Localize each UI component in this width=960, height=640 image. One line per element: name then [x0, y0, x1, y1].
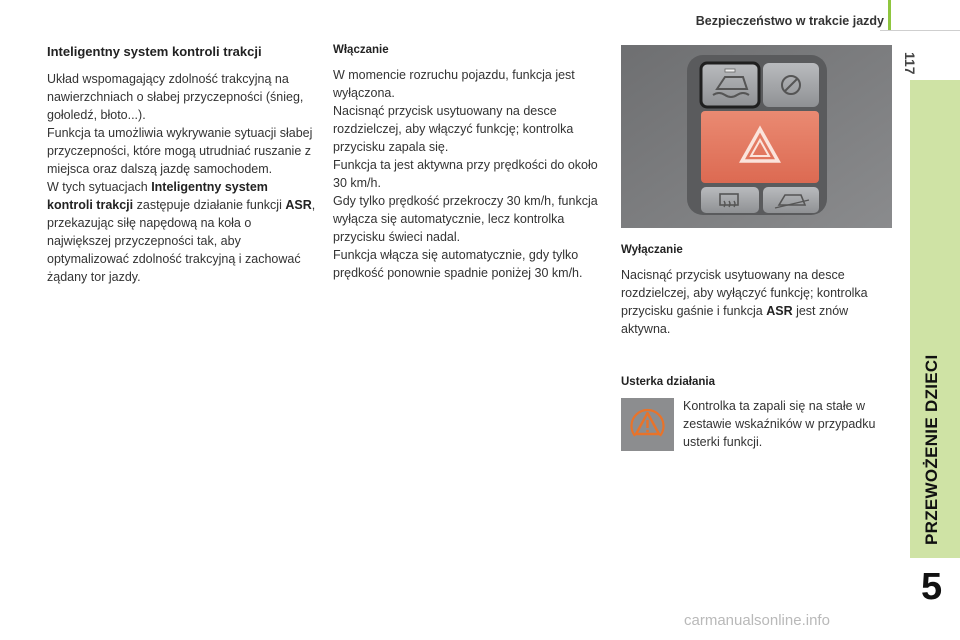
- column-intro: [47, 44, 317, 286]
- watermark: carmanualsonline.info: [684, 612, 830, 629]
- activation-paragraph-4: Gdy tylko prędkość przekroczy 30 km/h, funkcja wyłącza się automatycznie, lecz kontrolka przycisku świeci nadal.: [333, 194, 598, 244]
- dashboard-buttons-photo: [621, 45, 892, 228]
- activation-paragraph-3: Funkcja ta jest aktywna przy prędkości do około 30 km/h.: [333, 158, 598, 190]
- column-activation: [333, 44, 603, 282]
- chapter-title: PRZEWOŻENIE DZIECI: [922, 354, 941, 545]
- intro-paragraph: Układ wspomagający zdolność trakcyjną na nawierzchniach o słabej przyczepności (śnieg, gołoledź, błoto...).: [47, 72, 304, 122]
- deactivation-paragraph: Nacisnąć przycisk usytuowany na desce rozdzielczej, aby wyłączyć funkcję; kontrolka przycisku gaśnie i funkcja ASR jest znów aktywna.: [621, 268, 868, 336]
- chapter-number: 5: [921, 566, 943, 608]
- activation-paragraph-1: W momencie rozruchu pojazdu, funkcja jest wyłączona.: [333, 68, 575, 100]
- section-title: Inteligentny system kontroli trakcji: [47, 44, 262, 59]
- header-divider: [880, 30, 960, 31]
- situation-paragraph: W tych sytuacjach Inteligentny system kontroli trakcji zastępuje działanie funkcji ASR, przekazując siłę napędową na koła o największej przyczepności tak, aby optymalizować zdolność trakcyjną i zachować żądany tor jazdy.: [47, 180, 316, 284]
- column-deactivation: [621, 244, 896, 338]
- warning-lamp-box: [621, 398, 674, 451]
- activation-title: Włączanie: [333, 44, 389, 56]
- deactivation-title: Wyłączanie: [621, 244, 683, 256]
- asr-term: ASR: [766, 304, 793, 318]
- header-accent-bar: [888, 0, 891, 30]
- system-name: Inteligentny system kontroli trakcji: [47, 180, 268, 212]
- page-number: 117: [902, 52, 918, 75]
- activation-paragraph-2: Nacisnąć przycisk usytuowany na desce rozdzielczej, aby włączyć funkcję; kontrolka przycisku zapala się.: [333, 104, 574, 154]
- activation-paragraph-5: Funkcja włącza się automatycznie, gdy tylko prędkość ponownie spadnie poniżej 30 km/h.: [333, 248, 583, 280]
- asr-term: ASR: [285, 198, 312, 212]
- fault-title: Usterka działania: [621, 376, 715, 388]
- running-header: Bezpieczeństwo w trakcie jazdy: [695, 14, 884, 28]
- fault-paragraph: Kontrolka ta zapali się na stałe w zestawie wskaźników w przypadku usterki funkcji.: [683, 399, 876, 449]
- function-paragraph: Funkcja ta umożliwia wykrywanie sytuacji słabej przyczepności, które mogą utrudniać ruszanie z miejsca oraz dalszą jazdę samochodem.: [47, 126, 313, 176]
